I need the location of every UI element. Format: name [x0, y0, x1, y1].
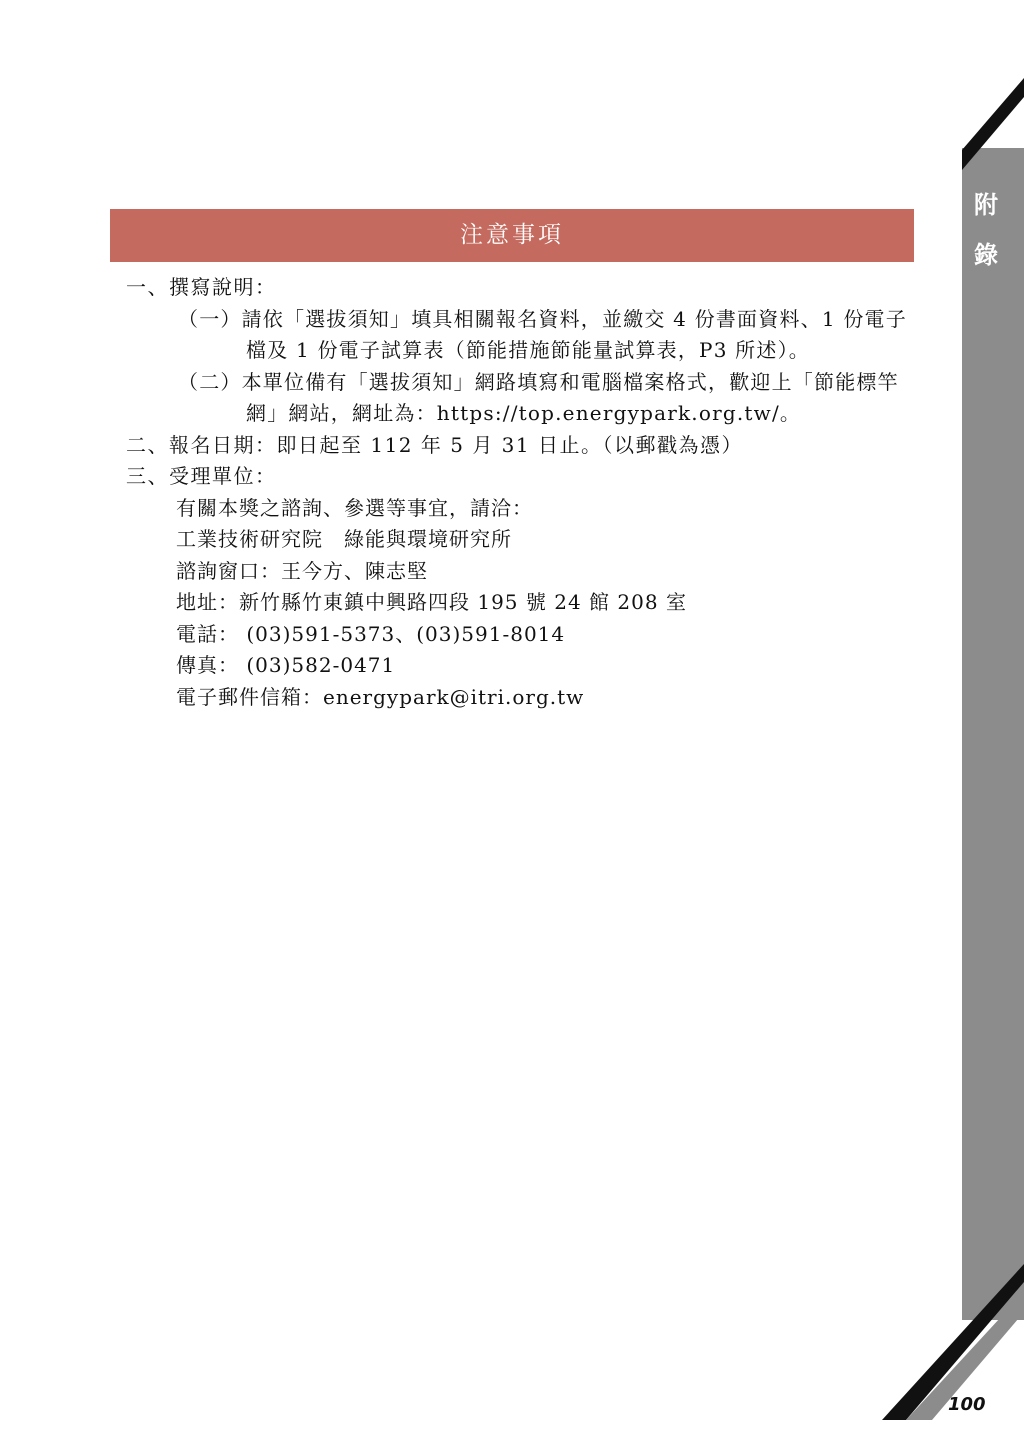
section-1-item-1: （一）請依「選拔須知」填具相關報名資料，並繳交 4 份書面資料、1 份電子檔及 1 份電子試算表（節能措施節能量試算表，P3 所述）。 [178, 306, 907, 362]
section-1-heading: 一、撰寫說明： [126, 275, 277, 299]
inquiry-note: 有關本獎之諮詢、參選等事宜，請洽： [176, 495, 533, 520]
section-3-heading: 三、受理單位： [126, 464, 277, 488]
organization: 工業技術研究院 綠能與環境研究所 [176, 527, 512, 551]
contact-persons: 諮詢窗口：王今方、陳志堅 [176, 558, 428, 583]
appendix-label-char-2: 錄 [974, 241, 998, 269]
section-1-item-2: （二）本單位備有「選拔須知」網路填寫和電腦檔案格式，歡迎上「節能標竿網」網站，網址為：https://top.energypark.org.tw/。 [178, 369, 899, 425]
appendix-label-char-1: 附 [974, 191, 998, 219]
fax: 傳真： (03)582-0471 [176, 653, 396, 677]
appendix-tab-label [962, 180, 1010, 280]
page-title: 注意事項 [110, 209, 914, 262]
phone: 電話： (03)591-5373、(03)591-8014 [176, 621, 566, 646]
address: 地址：新竹縣竹東鎮中興路四段 195 號 24 館 208 室 [176, 590, 687, 614]
notice-content [126, 272, 916, 713]
email: 電子郵件信箱：energypark@itri.org.tw [176, 684, 585, 709]
top-stripe [962, 78, 1024, 170]
page-number: 100 [948, 1394, 986, 1415]
section-2-heading: 二、報名日期：即日起至 112 年 5 月 31 日止。（以郵戳為憑） [126, 432, 743, 457]
